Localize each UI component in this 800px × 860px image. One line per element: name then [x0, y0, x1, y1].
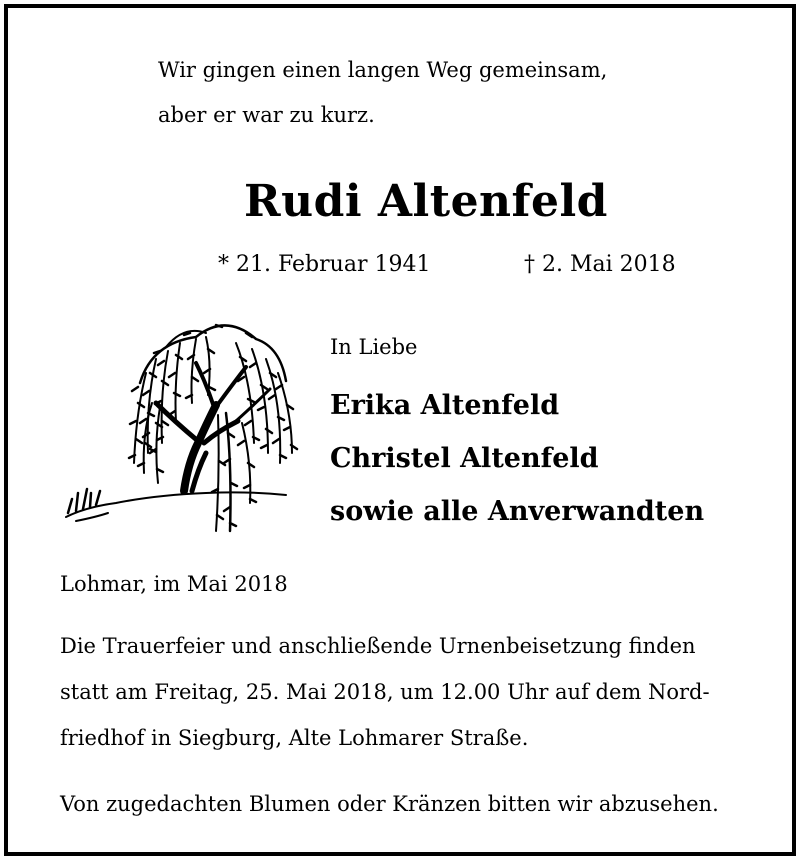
- place-date: Lohmar, im Mai 2018: [60, 572, 288, 596]
- ceremony-line-3: friedhof in Siegburg, Alte Lohmarer Straße.: [60, 726, 529, 750]
- motto-line-2: aber er war zu kurz.: [158, 103, 375, 127]
- mourner-name: Christel Altenfeld: [330, 443, 599, 474]
- deceased-name: Rudi Altenfeld: [244, 176, 608, 227]
- mourners-intro: In Liebe: [330, 335, 418, 359]
- mourner-relatives: sowie alle Anverwandten: [330, 496, 705, 527]
- obituary-notice: [4, 4, 796, 856]
- ceremony-line-1: Die Trauerfeier und anschließende Urnenbeisetzung finden: [60, 634, 696, 658]
- ceremony-line-2: statt am Freitag, 25. Mai 2018, um 12.00 Uhr auf dem Nord-: [60, 680, 710, 704]
- motto-line-1: Wir gingen einen langen Weg gemeinsam,: [158, 58, 608, 82]
- death-date: † 2. Mai 2018: [524, 252, 676, 277]
- birth-date: * 21. Februar 1941: [218, 252, 431, 277]
- flower-request: Von zugedachten Blumen oder Kränzen bitten wir abzusehen.: [60, 792, 719, 816]
- weeping-willow-icon: [56, 303, 301, 535]
- mourner-name: Erika Altenfeld: [330, 390, 560, 421]
